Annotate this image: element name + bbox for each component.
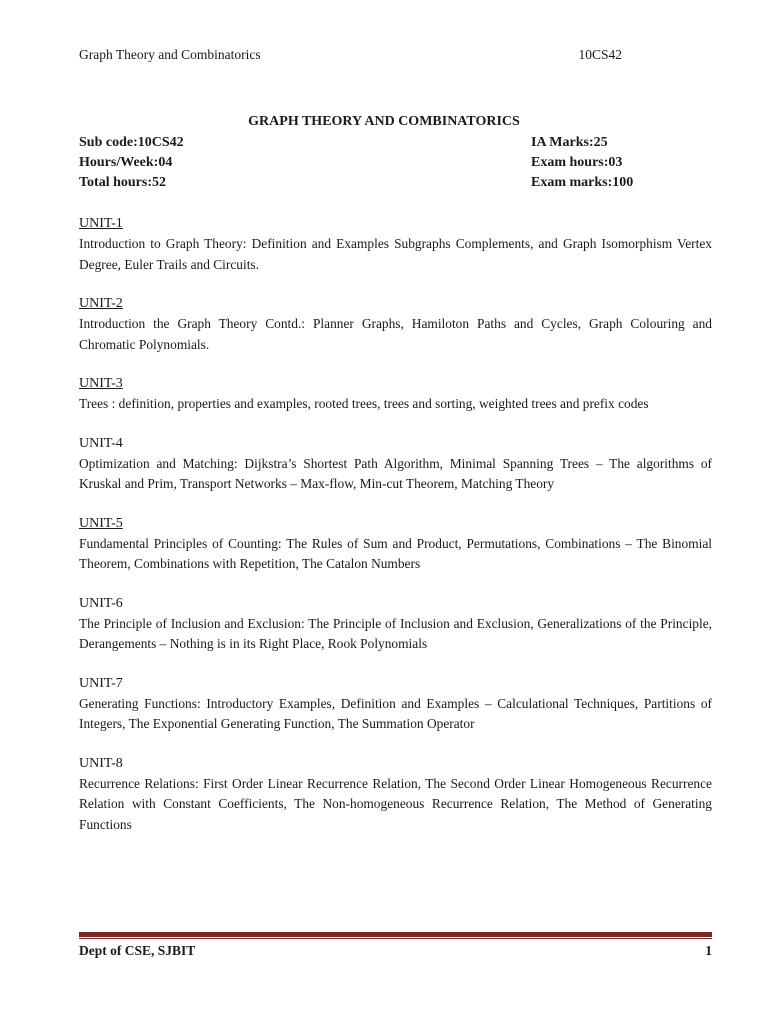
unit-body: Trees : definition, properties and examples, rooted trees, trees and sorting, weighted trees and prefix codes xyxy=(79,396,649,411)
unit-heading: UNIT-5 xyxy=(79,515,123,531)
unit-2 xyxy=(79,294,712,355)
unit-body: Fundamental Principles of Counting: The Rules of Sum and Product, Permutations, Combinations – The Binomial Theorem, Combinations with Repetition, The Catalon Numbers xyxy=(79,535,712,571)
ia-marks: IA Marks:25 xyxy=(531,135,608,150)
syllabus-units xyxy=(79,214,712,854)
unit-heading: UNIT-3 xyxy=(79,376,123,391)
unit-3 xyxy=(79,374,712,415)
unit-7 xyxy=(79,674,712,735)
unit-1 xyxy=(79,214,712,275)
running-header xyxy=(79,46,622,64)
unit-heading: UNIT-7 xyxy=(79,675,123,691)
header-course-title: Graph Theory and Combinatorics xyxy=(79,47,261,62)
sub-code: Sub code:10CS42 xyxy=(79,135,184,150)
unit-4 xyxy=(79,434,712,495)
unit-heading: UNIT-2 xyxy=(79,296,123,311)
unit-body: The Principle of Inclusion and Exclusion: The Principle of Inclusion and Exclusion, Generalizations of the Principle, Derangements – Nothing is in its Right Place, Rook Polynomials xyxy=(79,615,712,651)
total-hours: Total hours:52 xyxy=(79,175,167,190)
unit-6 xyxy=(79,594,712,655)
unit-heading: UNIT-6 xyxy=(79,595,123,611)
exam-marks: Exam marks:100 xyxy=(531,175,634,190)
unit-body: Introduction to Graph Theory: Definition and Examples Subgraphs Complements, and Graph Isomorphism Vertex Degree, Euler Trails and Circuits. xyxy=(79,236,712,272)
unit-8 xyxy=(79,754,712,836)
page-footer xyxy=(79,942,712,960)
unit-body: Recurrence Relations: First Order Linear Recurrence Relation, The Second Order Linear Homogeneous Recurrence Relation with Constant Coefficients, The Non-homogeneous Recurrence Relation, The Method of Generating Functions xyxy=(79,775,712,832)
page-title: GRAPH THEORY AND COMBINATORICS xyxy=(248,114,520,129)
exam-hours: Exam hours:03 xyxy=(531,155,623,170)
unit-5 xyxy=(79,514,712,575)
unit-heading: UNIT-1 xyxy=(79,216,123,231)
unit-body: Generating Functions: Introductory Examples, Definition and Examples – Calculational Techniques, Partitions of Integers, The Exponential Generating Function, The Summation Operator xyxy=(79,695,712,731)
footer-department: Dept of CSE, SJBIT xyxy=(79,943,196,958)
page-number: 1 xyxy=(705,943,712,958)
hours-per-week: Hours/Week:04 xyxy=(79,155,173,170)
course-meta-right xyxy=(531,133,633,193)
footer-divider xyxy=(79,932,712,937)
unit-body: Introduction the Graph Theory Contd.: Planner Graphs, Hamiloton Paths and Cycles, Graph Colouring and Chromatic Polynomials. xyxy=(79,316,712,352)
unit-heading: UNIT-8 xyxy=(79,755,123,771)
unit-heading: UNIT-4 xyxy=(79,435,123,451)
course-meta-left xyxy=(79,133,184,193)
header-course-code: 10CS42 xyxy=(578,47,622,62)
unit-body: Optimization and Matching: Dijkstra’s Shortest Path Algorithm, Minimal Spanning Trees – The algorithms of Kruskal and Prim, Transport Networks – Max-flow, Min-cut Theorem, Matching Theory xyxy=(79,455,712,491)
